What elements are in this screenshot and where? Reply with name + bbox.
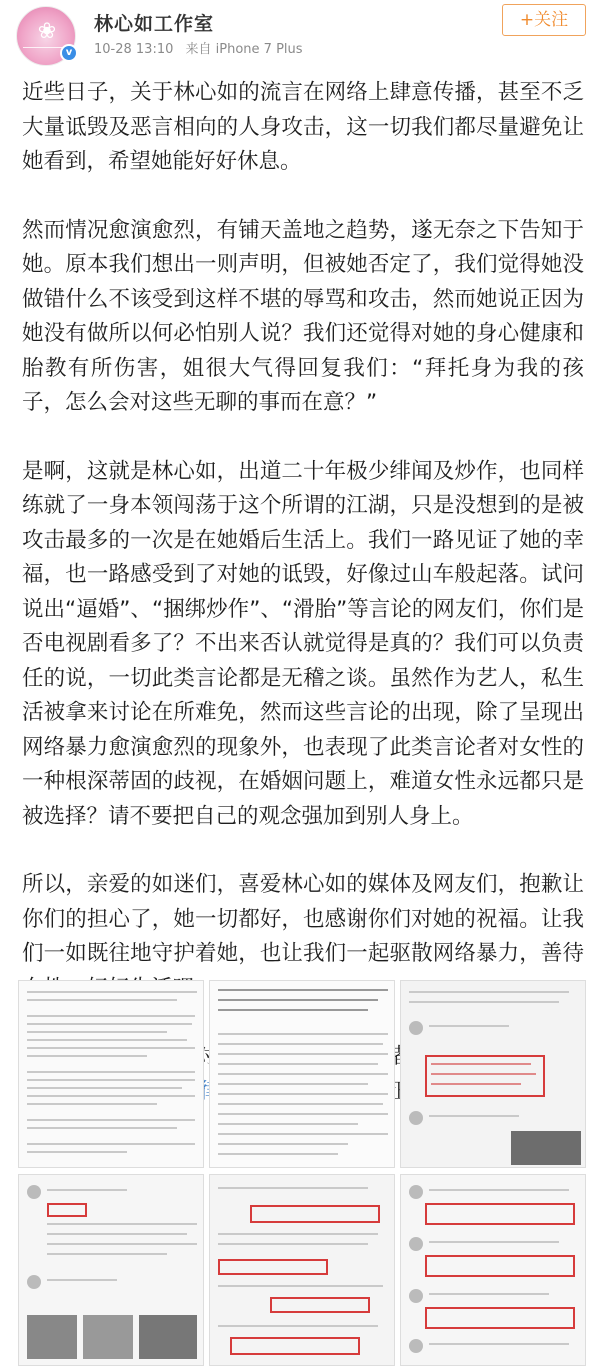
- post-header: [0, 0, 600, 66]
- post-paragraph-1: 近些日子，关于林心如的流言在网络上肆意传播，甚至不乏大量诋毁及恶言相向的人身攻击，这一切我们都尽量避免让她看到，希望她能好好休息。: [22, 80, 584, 174]
- image-thumbnail-4[interactable]: [18, 1174, 204, 1366]
- post-paragraph-2: 然而情况愈演愈烈，有铺天盖地之趋势，遂无奈之下告知于她。原本我们想出一则声明，但被她否定了，我们觉得她没做错什么不该受到这样不堪的辱骂和攻击，然而她说正因为她没有做所以何必怕别人说？我们还觉得对她的身心健康和胎教有所伤害，姐很大气得回复我们：“拜托身为我的孩子，怎么会对这些无聊的事而在意？”: [22, 217, 584, 415]
- image-thumbnail-6[interactable]: [400, 1174, 586, 1366]
- image-thumbnail-5[interactable]: [209, 1174, 395, 1366]
- image-thumbnail-3[interactable]: [400, 980, 586, 1168]
- post-source: 来自 iPhone 7 Plus: [185, 42, 303, 57]
- avatar-logo-icon: ❀: [37, 19, 57, 44]
- image-grid: [18, 980, 586, 1366]
- image-thumbnail-1[interactable]: [18, 980, 204, 1168]
- verified-badge-icon: v: [60, 44, 78, 62]
- post-timestamp: 10-28 13:10: [94, 42, 174, 57]
- post-meta: [94, 38, 311, 57]
- post-paragraph-3: 是啊，这就是林心如，出道二十年极少绯闻及炒作，也同样练就了一身本领闯荡于这个所谓的江湖，只是没想到的是被攻击最多的一次是在她婚后生活上。我们一路见证了她的幸福，也一路感受到了对她的诋毁，好像过山车般起落。试问说出“逼婚”、“捆绑炒作”、“滑胎”等言论的网友们，你们是否电视剧看多了？不出来否认就觉得是真的？我们可以负责任的说，一切此类言论都是无稽之谈。虽然作为艺人，私生活被拿来讨论在所难免，然而这些言论的出现，除了呈现出网络暴力愈演愈烈的现象外，也表现了此类言论者对女性的一种根深蒂固的歧视，在婚姻问题上，难道女性永远都只是被选择？请不要把自己的观念强加到别人身上。: [22, 458, 584, 829]
- image-thumbnail-2[interactable]: [209, 980, 395, 1168]
- follow-button[interactable]: +关注: [502, 4, 586, 36]
- account-name[interactable]: 林心如工作室: [94, 13, 215, 35]
- post-paragraph-4: 所以，亲爱的如迷们，喜爱林心如的媒体及网友们，抱歉让你们的担心了，她一切都好，也感谢你们对她的祝福。让我们一如既往地守护着她，也让我们一起驱散网络暴力，善待 。: [22, 872, 584, 1001]
